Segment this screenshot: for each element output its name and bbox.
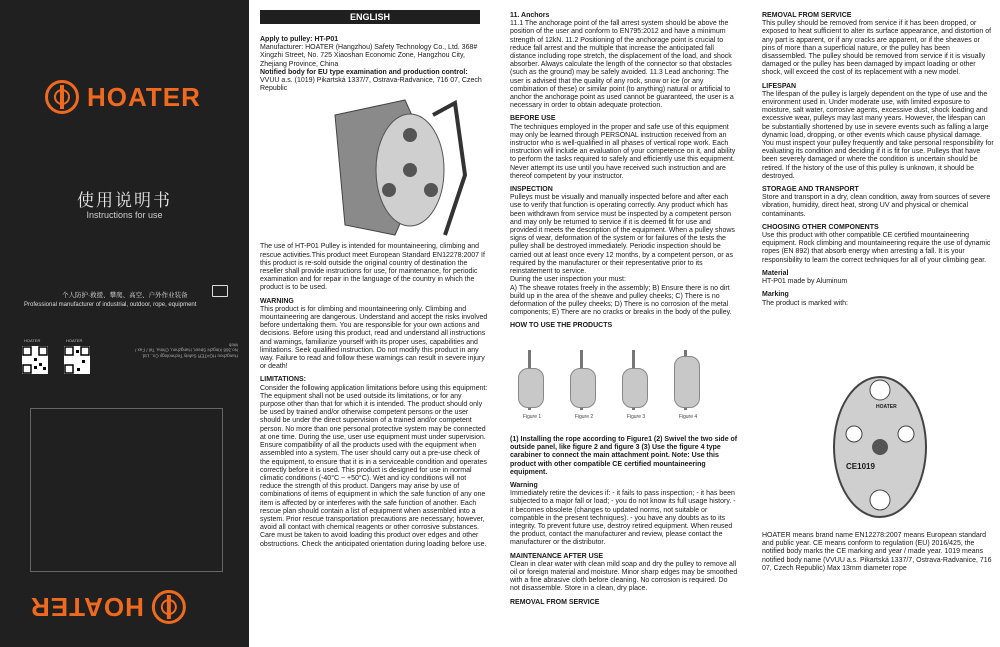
- during-heading: During the user inspection your must:: [510, 276, 626, 284]
- tagline-cn: 个人防护·救援、攀爬、高空、户外作业装备: [62, 292, 188, 299]
- marking-notes: [762, 532, 994, 573]
- material-heading: Material: [762, 269, 789, 277]
- device-brand-label: HOATER: [876, 404, 897, 410]
- brand-logo-inverted: [30, 590, 186, 624]
- column-3: [762, 12, 994, 308]
- during-text: A) The sheave rotates freely in the assembly; B) Ensure there is no dirt build up in the area of the sheave and pulley cheeks; C) There is no deformation of the pulley cheeks; D) There is no corrosion of the metal components; E) There are no cracks or breaks in the body of the pulley.: [510, 284, 732, 317]
- how-to-use-heading: HOW TO USE THE PRODUCTS: [510, 322, 613, 330]
- choosing-text: Use this product with other compatible CE certified mountaineering equipment. Rock climbing and mountaineering require the use of dynamic ropes (EN 892) that absorb energy when arresting a fall. It is your responsibility to learn the correct techniques for all of your climbing gear.: [762, 232, 991, 264]
- blank-panel: [30, 408, 223, 572]
- column-2: [510, 12, 738, 331]
- before-use-heading: BEFORE USE: [510, 115, 556, 123]
- warning-heading: WARNING: [260, 297, 294, 305]
- inspection-text: Pulleys must be visually and manually inspected before and after each use to verify that function is operating correctly. Any product which has been withdrawn from service must be inspected by a competent person and may only be returned to service if it is deemed fit for use and provided it meets the description of the equipment. When a pulley shows signs of wear, deformation of the system or for failures of the tests the pulley shall be destroyed immediately. Periodic inspection should be carried out at least once every 12 months, by a competent person, or as required by the manufacturer or their representative prior to its reinstatement to service.: [510, 194, 735, 276]
- choosing-heading: CHOOSING OTHER COMPONENTS: [762, 223, 879, 231]
- pulley-model: Apply to pulley: HT-P01: [260, 36, 339, 43]
- removal-heading-bottom: REMOVAL FROM SERVICE: [510, 598, 600, 606]
- marking-notes-text: HOATER means brand name EN12278:2007 means European standard and public year. CE means conform to regulation (EU) 2016/425, the notified body marks the CE marking and year / made year. 1019 means notified body name (VVUU a.s. Pikartská 1337/7, Ostrava-Radvanice, 716 07, Czech Republic) Max 13mm diameter rope: [762, 532, 992, 572]
- figure-label: Figure 1: [522, 414, 542, 420]
- manufacturer: Manufacturer: HOATER (Hangzhou) Safety Technology Co., Ltd. 368# Xingzhi Street, No. 725 Xiaoshan Economic Zone, Hangzhou City, Zhejiang Province, China: [260, 44, 478, 68]
- intro-text: The use of HT-P01 Pulley is intended for mountaineering, climbing and rescue activities.This product meet European Standard EN12278:2007 If this product is re-sold outside the original country of destination the reseller shall provide instructions for use, for maintenance, for periodic examination and for repair in the language of the country in which the product is to be used.: [260, 243, 485, 292]
- removal-text: This pulley should be removed from service if it has been dropped, or exposed to heat sufficient to alter its surface appearance, and distortion of any part is apparent, or if any cracks are apparent, or if the sheaves or pins of more than a superficial nature, or the pulley has been disassembled. The pulley should be removed from service if it is visually damaged or the pulley has been damaged by impact loading or other shock, will exceed the cost of its replacement with a new model.: [762, 20, 992, 77]
- notified-heading: Notified body for EU type examination and production control:: [260, 68, 468, 76]
- cover-panel: [0, 0, 249, 647]
- tagline-en: Professional manufacturer of industrial, outdoor, rope, equipment: [24, 302, 197, 308]
- qr-code-icon: [22, 346, 48, 374]
- lifespan-heading: LIFESPAN: [762, 82, 797, 90]
- column-2-lower: [510, 436, 738, 607]
- figure-label: Figure 2: [574, 414, 594, 420]
- limitations-heading: LIMITATIONS:: [260, 376, 307, 384]
- language-header: ENGLISH: [260, 10, 480, 24]
- cover-contact-text: Hangzhou HOATER Safety Technology Co., Ltd. No.368 Xingzhi Street, Hangzhou, China. Tel / Fax / Web: [135, 342, 238, 359]
- removal-heading: REMOVAL FROM SERVICE: [762, 12, 852, 19]
- qr-label-2: HOATER: [66, 338, 83, 343]
- brand-logo: [45, 80, 201, 114]
- material-text: HT-P01 made by Aluminum: [762, 278, 848, 286]
- pulley-marking-illustration: [820, 372, 940, 522]
- maintenance-heading: MAINTENANCE AFTER USE: [510, 552, 604, 560]
- brand-mark-icon: [152, 590, 186, 624]
- before-use-text: The techniques employed in the proper and safe use of this equipment may only be learned through PERSONAL instruction received from an instructor who is well-qualified in all phases of vertical rope work. Each instruction will include an evaluation of your competence on it, and ability to perform the tasks required to safely and efficiently use this equipment. Never attempt its use until you have received such instruction and are thereof competent by your instructor.: [510, 123, 736, 180]
- pulley-illustration: [260, 93, 488, 243]
- warning2-text: Immediately retire the devices if: - it fails to pass inspection; - it has been subjected to a major fall or load; - you do not know its full usage history. - it becomes obsolete (changes to updated norms, not suitable or compatible in the present techniques). - you have any doubts as to its integrity. To prevent future use, destroy retired equipment. When reused the product, contact the manufacturer and review, please contact the manufacturer or the distributor.: [510, 490, 736, 547]
- figure-label: Figure 3: [626, 414, 646, 420]
- device-ce-label: CE1019: [846, 462, 875, 471]
- manual-title-en: Instructions for use: [86, 210, 163, 220]
- storage-text: Store and transport in a dry, clean condition, away from sources of severe vibration, humidity, direct heat, strong UV and physical or chemical contaminants.: [762, 194, 991, 218]
- limitations-text: Consider the following application limitations before using this equipment: The equipment shall not be used outside its limitations, or for any purpose other than that for which it is intended. The product should only be used by trained and/or otherwise competent persons or the user should be under the direct supervision of a trained and/or competent person. No more than one personal protective system may be connected at one time. During the use, user use equipment must under supervision. Ensure compatibility of all the products used with the equipment when assembled into a system. The user should carry out a pre-use check of the equipment, to ensure that it is in a serviceable condition and operates correctly before it is used. This product is designed for use in normal climatic conditions (-40°C ~ +50°C). Wet and icy conditions will not reduce the strength of this product. Dangers may arise by use of combinations of items of equipment in which the safe function of any one item is affected by or interferes with the safe function of another. Each rescue plan should contain a list of equipment when assembled into a system. Prior rescue transportation precautions are necessary; however, avoid all contact with chemical reagents or other corrosive substances. Care must be taken to avoid loading this product over edges and other obstructions. Check the anticipated orientation during loading before use.: [260, 384, 488, 548]
- anchors-heading: 11. Anchors: [510, 12, 550, 19]
- column-1: [260, 10, 488, 549]
- manual-title-cn: 使用说明书: [77, 191, 172, 210]
- brand-mark-icon: [45, 80, 79, 114]
- how-to-use-text: (1) Installing the rope according to Figure1 (2) Swivel the two side of outside panel, like figure 2 and figure 3 (3) Use the figure 4 type carabiner to connect the main attachment point. Note: Use this product with other compatible CE certified mountaineering equipment.: [510, 436, 738, 476]
- inspection-heading: INSPECTION: [510, 186, 553, 194]
- book-icon: [212, 285, 228, 297]
- notified-body: VVUU a.s. (1019) Pikartská 1337/7, Ostrava-Radvanice, 716 07, Czech Republic: [260, 77, 482, 93]
- anchors-text: 11.1 The anchorage point of the fall arrest system should be above the position of the user and conform to EN795:2012 and have a minimum strength of 12kN. 11.2 Positioning of the anchorage point is crucial to reduce fall arrest and the multiple that increase the anticipated fall distance including rope stretch, the displacement of the load, and shock absorber. Always calculate the length of the connector so that obstacles (such as the ground) may be safely avoided. 11.3 Lead anchoring: The user is advised that the quality of any rock, snow or ice (or any combination of these) or similar point (to anything) natural or artificial to anchor the anchorage point as used cannot be guaranteed, the user is a necessary in order to obtain adequate protection.: [510, 20, 734, 110]
- storage-heading: STORAGE AND TRANSPORT: [762, 186, 859, 194]
- marking-heading: Marking: [762, 291, 789, 299]
- brand-name-inverted: HOATER: [30, 592, 144, 623]
- qr-code-icon: [64, 346, 90, 374]
- warning-text: This product is for climbing and mountaineering only. Climbing and mountaineering are dangerous. Understand and accept the risks involved before undertaking them. You are responsible for your own actions and decisions. Before using this product, read and understand all instructions and warnings, familiarize yourself with its proper uses, capabilities and limitations. Seek qualified instruction. Do not modify this product in any way. Failure to read and follow these warnings can result in severe injury or death!: [260, 305, 488, 371]
- maintenance-text: Clean in clear water with clean mild soap and dry the pulley to remove all oil or foreign material and moisture. Minor sharp edges may be smoothed with a fine abrasive cloth before cleaning. No corrosion is required. Do not disassemble. Store in a clean, dry place.: [510, 560, 738, 593]
- lifespan-text: The lifespan of the pulley is largely dependent on the type of use and the environment used in. Under moderate use, with limited exposure to moisture, salt water, corrosive agents, excessive dust, shock loading and excessive wear, pulleys may last many years. However, the lifespan can be substantially shortened by use in severe events such as falling a large dynamic load, dropping, or other events which cause physical damage. You must inspect your pulley frequently and take personal responsibility for evaluating its condition and deciding if it is fit for use. Pulleys that have been severely damaged or where the condition is uncertain should be retired. If the history of the use of this pulley is unknown, it should be destroyed.: [762, 90, 994, 180]
- qr-label-1: HOATER: [24, 338, 41, 343]
- figure-label: Figure 4: [678, 414, 698, 420]
- brand-name: HOATER: [87, 81, 201, 112]
- marking-text: The product is marked with:: [762, 299, 848, 307]
- warning2-heading: Warning: [510, 482, 538, 490]
- usage-figures: [510, 350, 708, 430]
